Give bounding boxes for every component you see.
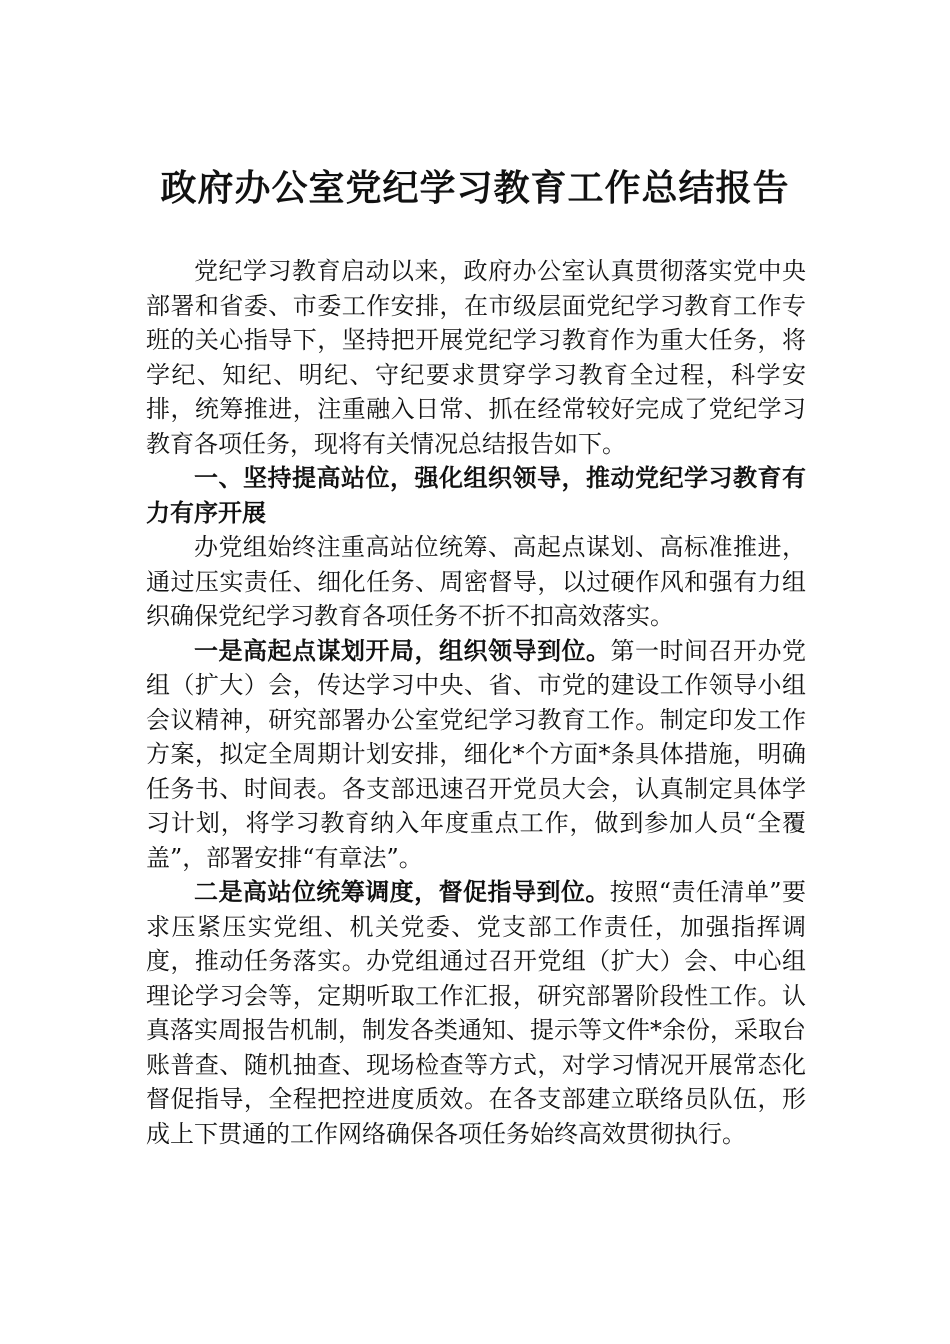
item-2-text: 按照“责任清单”要求压紧压实党组、机关党委、党支部工作责任，加强指挥调度，推动任务落实。办党组通过召开党组（扩大）会、中心组理论学习会等，定期听取工作汇报，研究部署阶段性工作。认真落实周报告机制，制发各类通知、提示等文件*余份，采取台账普查、随机抽查、现场检查等方式，对学习情况开展常态化督促指导，全程把控进度质效。在各支部建立联络员队伍，形成上下贯通的工作网络确保各项任务始终高效贯彻执行。 bbox=[146, 878, 807, 1148]
intro-paragraph: 党纪学习教育启动以来，政府办公室认真贯彻落实党中央部署和省委、市委工作安排，在市级层面党纪学习教育工作专班的关心指导下，坚持把开展党纪学习教育作为重大任务，将学纪、知纪、明纪、守纪要求贯穿学习教育全过程，科学安排，统筹推进，注重融入日常、抓在经常较好完成了党纪学习教育各项任务，现将有关情况总结报告如下。 bbox=[146, 257, 806, 458]
section-1-paragraph: 办党组始终注重高站位统筹、高起点谋划、高标准推进，通过压实责任、细化任务、周密督导，以过硬作风和强有力组织确保党纪学习教育各项任务不折不扣高效落实。 bbox=[146, 533, 806, 630]
document-title: 政府办公室党纪学习教育工作总结报告 bbox=[160, 167, 790, 209]
item-1-text: 第一时间召开办党组（扩大）会，传达学习中央、省、市党的建设工作领导小组会议精神，研究部署办公室党纪学习教育工作。制定印发工作方案，拟定全周期计划安排，细化*个方面*条具体措施，明确任务书、时间表。各支部迅速召开党员大会，认真制定具体学习计划，将学习教育纳入年度重点工作，做到参加人员“全覆盖”，部署安排“有章法”。 bbox=[146, 636, 806, 872]
section-1-heading: 一、坚持提高站位，强化组织领导，推动党纪学习教育有力有序开展 bbox=[146, 464, 806, 527]
item-1-lead: 一是高起点谋划开局，组织领导到位。 bbox=[194, 635, 611, 665]
document-body bbox=[146, 254, 806, 1151]
item-1-paragraph bbox=[146, 634, 806, 876]
item-2-paragraph bbox=[146, 875, 806, 1151]
item-2-lead: 二是高站位统筹调度，督促指导到位。 bbox=[194, 877, 610, 906]
